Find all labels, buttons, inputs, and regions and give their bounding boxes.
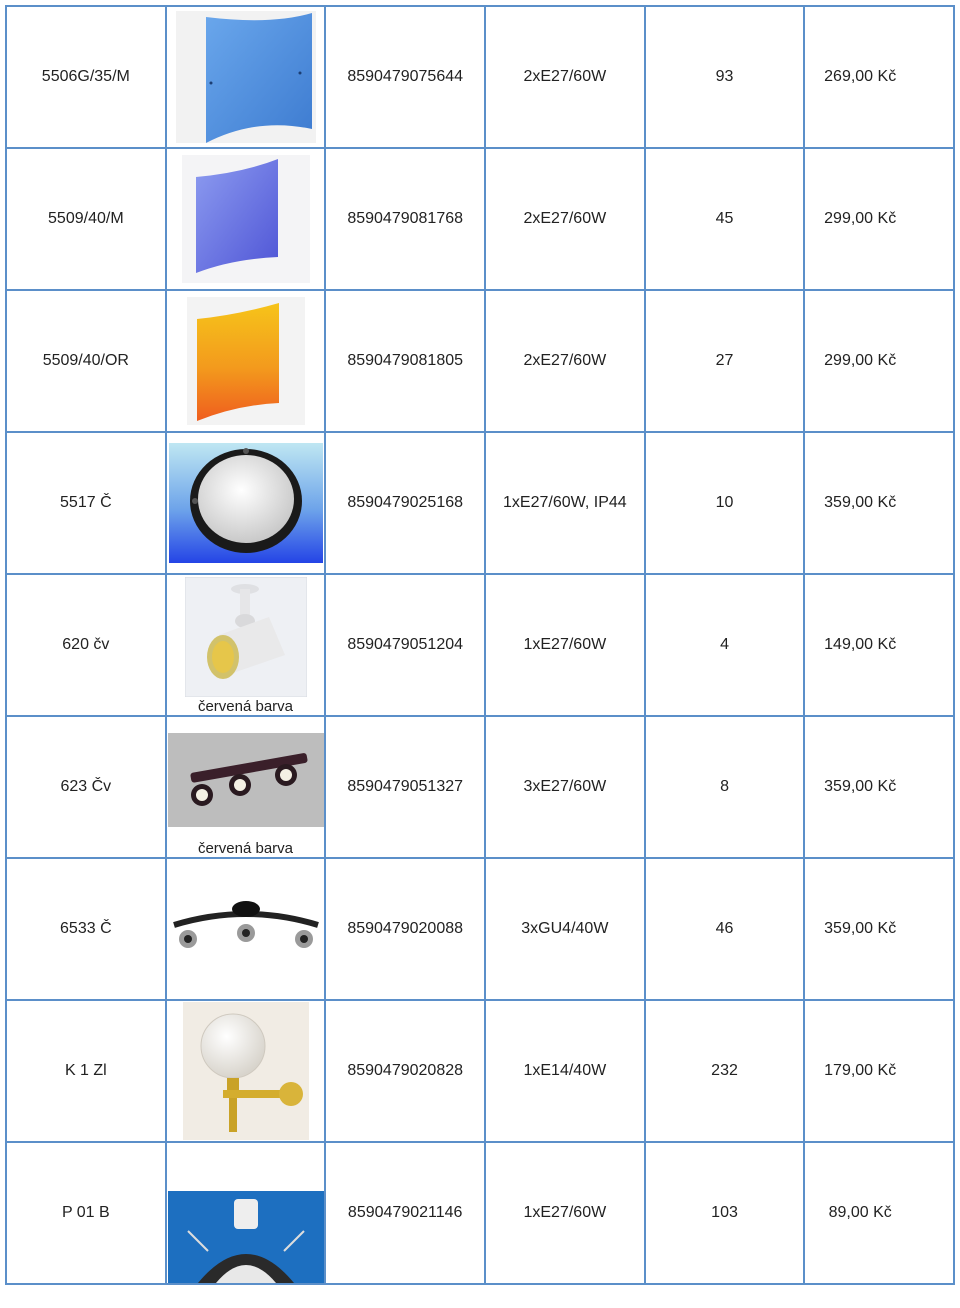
ean-code: 8590479051204 (325, 574, 485, 716)
ean-code: 8590479081805 (325, 290, 485, 432)
price-value: 149,00 Kč (824, 636, 897, 653)
globe-wall-lamp-icon (183, 1002, 309, 1140)
table-row (6, 6, 954, 148)
bulb-spec: 1xE14/40W (485, 1000, 645, 1142)
product-table (5, 5, 955, 1285)
price (804, 1000, 954, 1142)
bulb-spec: 3xGU4/40W (485, 858, 645, 1000)
table-row (6, 858, 954, 1000)
price-value: 359,00 Kč (824, 494, 897, 511)
product-code: 5506G/35/M (6, 6, 166, 148)
stock-quantity: 232 (645, 1000, 805, 1142)
table-row (6, 574, 954, 716)
price (804, 574, 954, 716)
price-value: 299,00 Kč (824, 210, 897, 227)
ean-code: 8590479081768 (325, 148, 485, 290)
stock-quantity: 27 (645, 290, 805, 432)
violet-square-wall-lamp-icon (182, 155, 310, 283)
table-row (6, 1142, 954, 1284)
stock-quantity: 8 (645, 716, 805, 858)
table-row (6, 1000, 954, 1142)
round-bulkhead-lamp-icon (169, 443, 323, 563)
price (804, 716, 954, 858)
price-value: 269,00 Kč (824, 68, 897, 85)
price (804, 858, 954, 1000)
product-image-cell (166, 6, 326, 148)
price-value: 299,00 Kč (824, 352, 897, 369)
bulb-spec: 2xE27/60W (485, 6, 645, 148)
bulb-spec: 1xE27/60W, IP44 (485, 432, 645, 574)
product-code: 5509/40/M (6, 148, 166, 290)
table-row (6, 716, 954, 858)
stock-quantity: 4 (645, 574, 805, 716)
table-row (6, 432, 954, 574)
product-image-cell (166, 432, 326, 574)
ean-code: 8590479020828 (325, 1000, 485, 1142)
color-note: červená barva (197, 698, 294, 715)
product-code: 623 Čv (6, 716, 166, 858)
price-value: 179,00 Kč (824, 1062, 897, 1079)
product-image-cell (166, 858, 326, 1000)
product-code: P 01 B (6, 1142, 166, 1284)
color-note: červená barva (197, 840, 294, 857)
product-image-cell (166, 716, 326, 858)
stock-quantity: 93 (645, 6, 805, 148)
stock-quantity: 45 (645, 148, 805, 290)
price (804, 1142, 954, 1284)
bulb-spec: 2xE27/60W (485, 290, 645, 432)
stock-quantity: 10 (645, 432, 805, 574)
bulb-spec: 2xE27/60W (485, 148, 645, 290)
ean-code: 8590479025168 (325, 432, 485, 574)
price (804, 6, 954, 148)
table-row (6, 290, 954, 432)
spotlight-lamp-icon (185, 577, 307, 697)
ean-code: 8590479051327 (325, 716, 485, 858)
table-row (6, 148, 954, 290)
stock-quantity: 46 (645, 858, 805, 1000)
product-image-cell (166, 574, 326, 716)
price-value: 89,00 Kč (828, 1204, 892, 1221)
ean-code: 8590479021146 (325, 1142, 485, 1284)
blue-square-wall-lamp-icon (176, 11, 316, 143)
product-image-cell (166, 148, 326, 290)
price-value: 359,00 Kč (824, 778, 897, 795)
price (804, 432, 954, 574)
triple-spotlight-bar-icon (168, 733, 324, 827)
ean-code: 8590479075644 (325, 6, 485, 148)
bulb-spec: 3xE27/60W (485, 716, 645, 858)
curved-triple-spot-icon (170, 899, 322, 959)
product-code: 5517 Č (6, 432, 166, 574)
ean-code: 8590479020088 (325, 858, 485, 1000)
product-code: 620 čv (6, 574, 166, 716)
bulb-spec: 1xE27/60W (485, 1142, 645, 1284)
product-code: K 1 Zl (6, 1000, 166, 1142)
price (804, 148, 954, 290)
product-code: 5509/40/OR (6, 290, 166, 432)
product-image-cell (166, 1142, 326, 1284)
product-image-cell (166, 1000, 326, 1142)
product-code: 6533 Č (6, 858, 166, 1000)
pendant-fixture-icon (168, 1191, 324, 1283)
bulb-spec: 1xE27/60W (485, 574, 645, 716)
stock-quantity: 103 (645, 1142, 805, 1284)
price (804, 290, 954, 432)
price-value: 359,00 Kč (824, 920, 897, 937)
product-image-cell (166, 290, 326, 432)
orange-square-wall-lamp-icon (187, 297, 305, 425)
